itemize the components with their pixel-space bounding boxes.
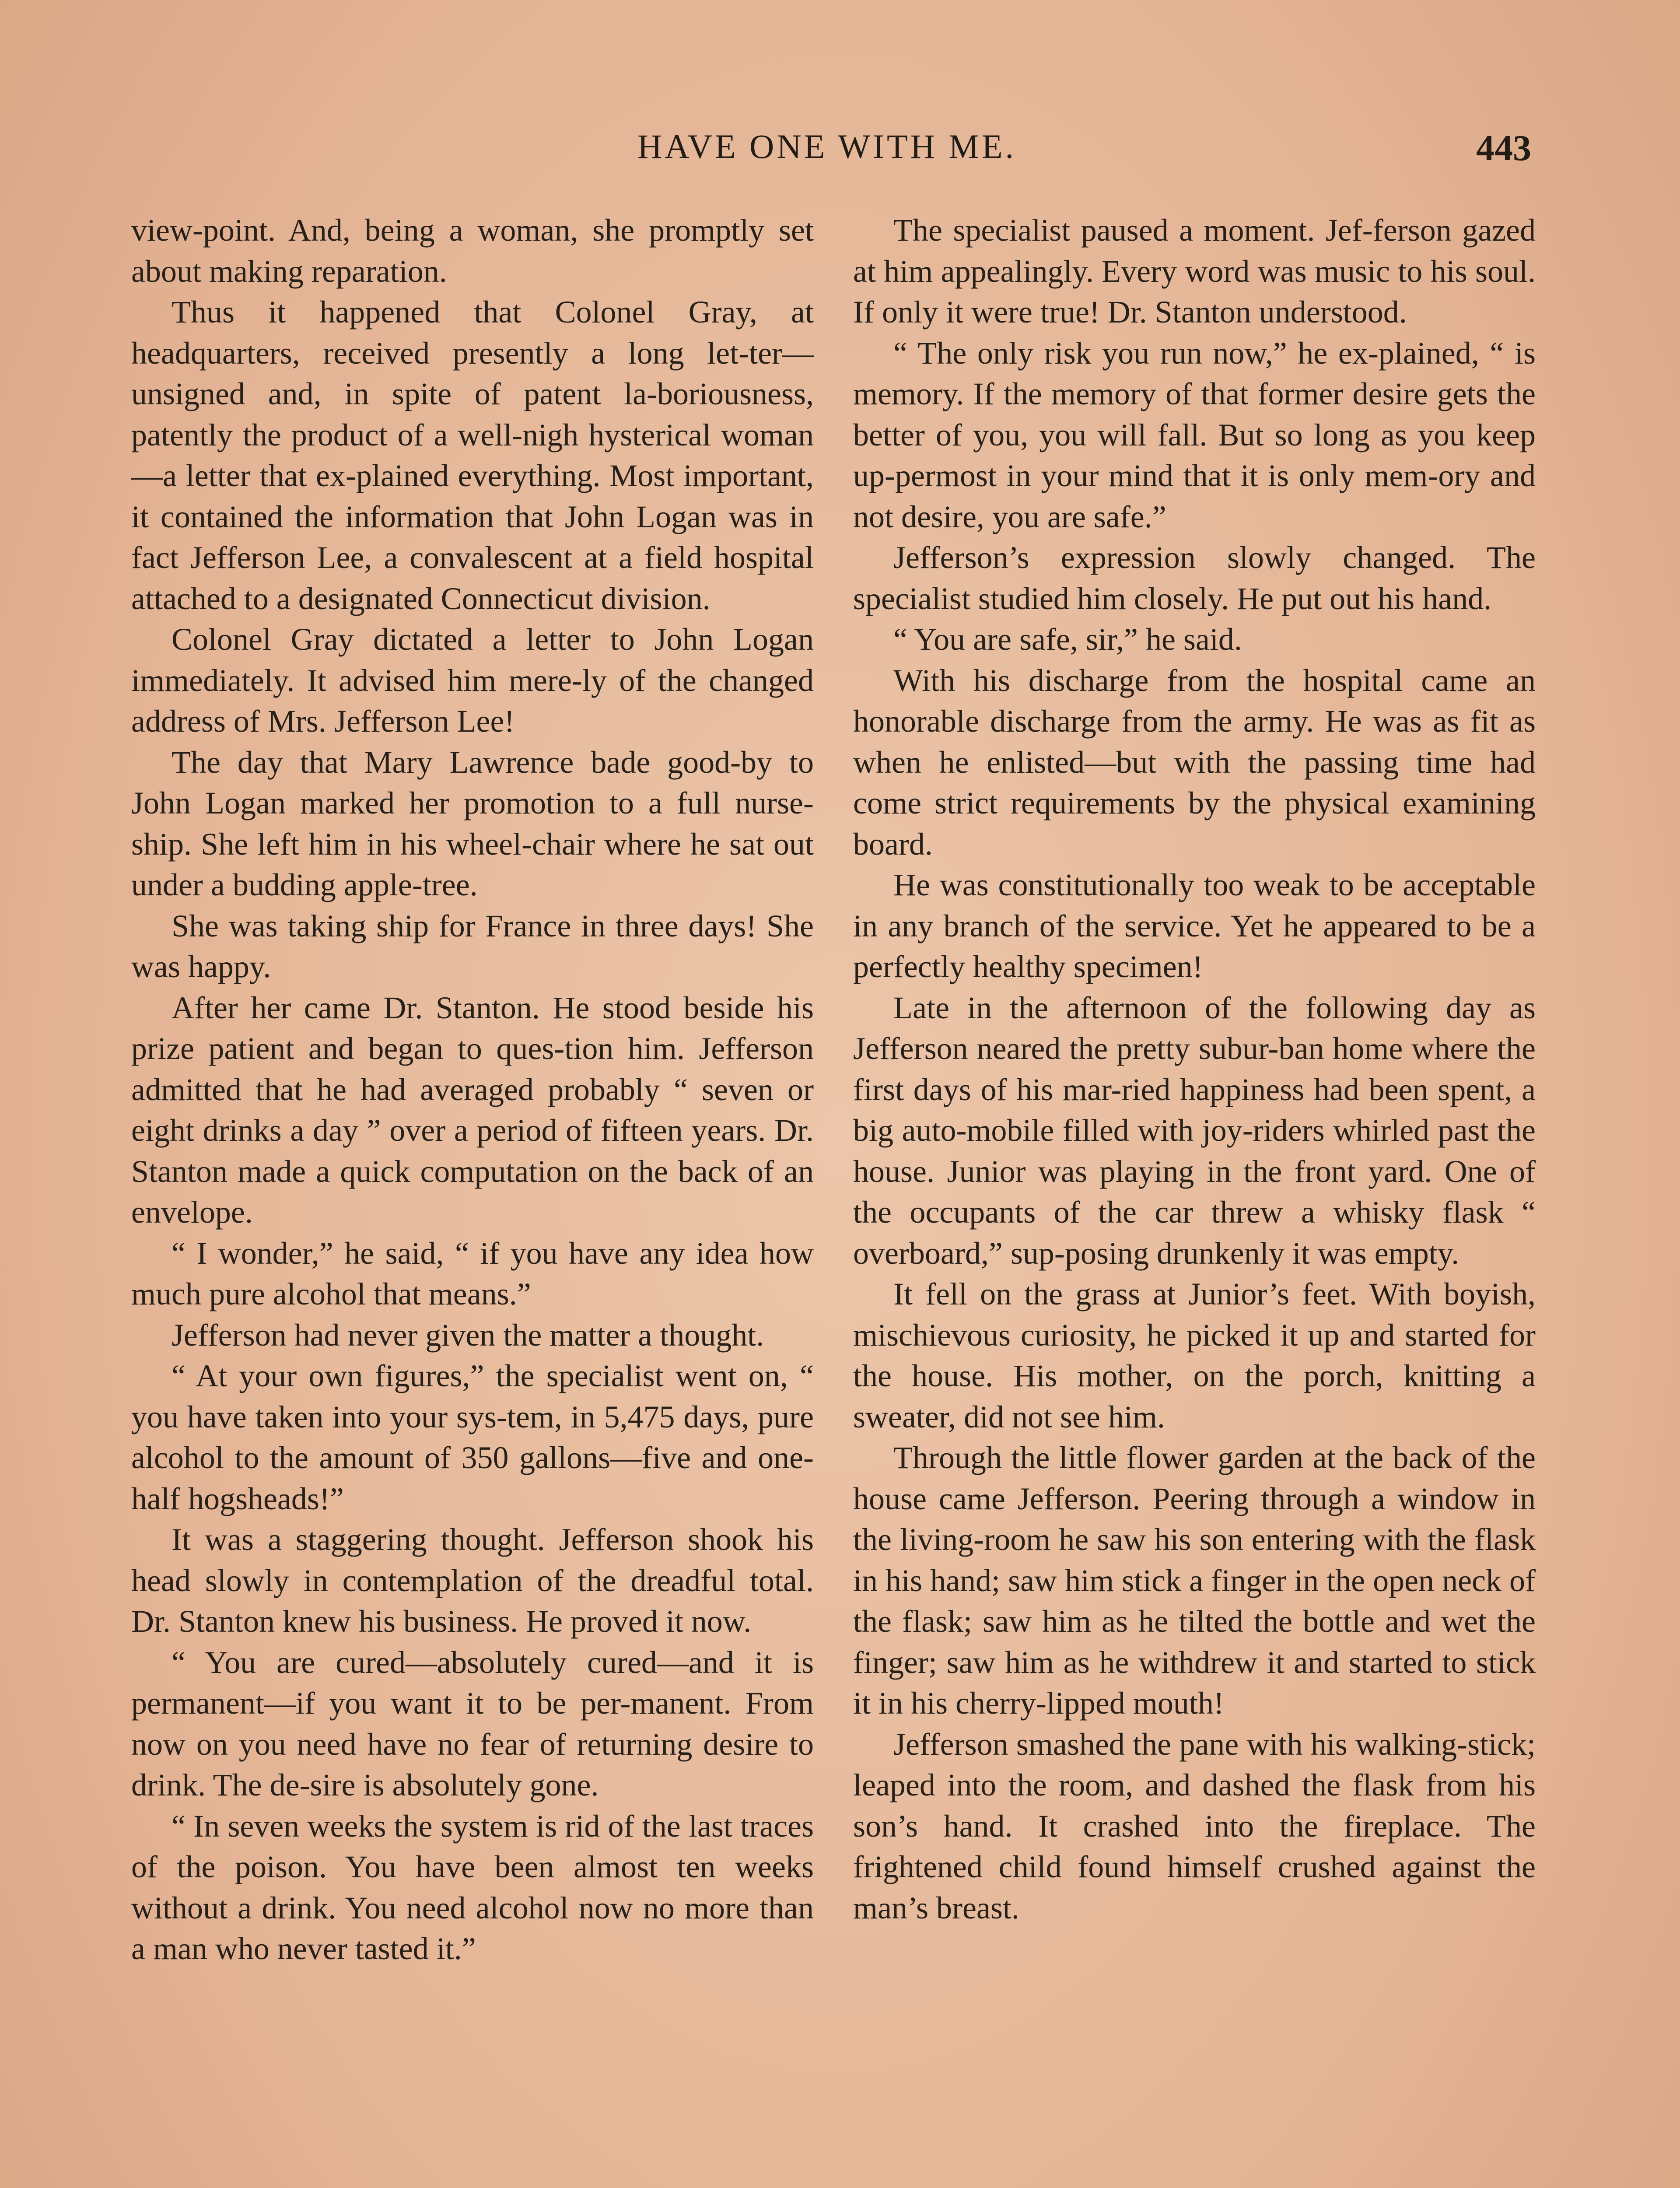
paragraph: “ The only risk you run now,” he ex-plained, “ is memory. If the memory of that former desire gets the better of you, you will fall. But so long as you keep up-permost in your mind that it is only mem-ory and not desire, you are safe.” bbox=[853, 335, 1536, 534]
page-number: 443 bbox=[1476, 128, 1531, 168]
paragraph: Colonel Gray dictated a letter to John Logan immediately. It advised him mere-ly of the changed address of Mrs. Jefferson Lee! bbox=[131, 622, 814, 739]
paragraph: “ You are cured—absolutely cured—and it is permanent—if you want it to be per-manent. From now on you need have no fear of returning desire to drink. The de-sire is absolutely gone. bbox=[131, 1645, 814, 1802]
paragraph: Through the little flower garden at the back of the house came Jefferson. Peering through a window in the living-room he saw his son entering with the flask in his hand; saw him stick a finger in the open neck of the flask; saw him as he tilted the bottle and wet the finger; saw him as he withdrew it and started to stick it in his cherry-lipped mouth! bbox=[853, 1440, 1536, 1721]
paragraph: It fell on the grass at Junior’s feet. With boyish, mischievous curiosity, he picked it up and started for the house. His mother, on the porch, knitting a sweater, did not see him. bbox=[853, 1276, 1536, 1434]
paragraph: Jefferson smashed the pane with his walking-stick; leaped into the room, and dashed the flask from his son’s hand. It crashed into the fireplace. The frightened child found himself crushed against the man’s breast. bbox=[853, 1726, 1536, 1925]
paragraph: “ I wonder,” he said, “ if you have any idea how much pure alcohol that means.” bbox=[131, 1235, 814, 1311]
paragraph: Late in the afternoon of the following day as Jefferson neared the pretty subur-ban home where the first days of his mar-ried happiness had been spent, a big auto-mobile filled with joy-riders whirled past the house. Junior was playing in the front yard. One of the occupants of the car threw a whisky flask “ overboard,” sup-posing drunkenly it was empty. bbox=[853, 990, 1536, 1271]
paragraph: After her came Dr. Stanton. He stood beside his prize patient and began to ques-tion him. Jefferson admitted that he had averaged probably “ seven or eight drinks a day ” over a period of fifteen years. Dr. Stanton made a quick computation on the back of an envelope. bbox=[131, 990, 814, 1230]
paragraph: “ You are safe, sir,” he said. bbox=[893, 622, 1242, 657]
paragraph: Thus it happened that Colonel Gray, at headquarters, received presently a long let-ter—unsigned and, in spite of patent la-boriousness, patently the product of a well-nigh hysterical woman—a letter that ex-plained everything. Most important, it contained the information that John Logan was in fact Jefferson Lee, a convalescent at a field hospital attached to a designated Connecticut division. bbox=[131, 295, 814, 616]
paragraph: The specialist paused a moment. Jef-ferson gazed at him appealingly. Every word was music to his soul. If only it were true! Dr. Stanton understood. bbox=[853, 213, 1536, 330]
left-column bbox=[131, 210, 814, 1970]
paragraph: It was a staggering thought. Jefferson shook his head slowly in contemplation of the dreadful total. Dr. Stanton knew his business. He proved it now. bbox=[131, 1522, 814, 1639]
paragraph: “ In seven weeks the system is rid of the last traces of the poison. You have been almost ten weeks without a drink. You need alcohol now no more than a man who never tasted it.” bbox=[131, 1808, 814, 1966]
paragraph: Jefferson’s expression slowly changed. The specialist studied him closely. He put out his hand. bbox=[853, 540, 1536, 616]
paragraph: She was taking ship for France in three days! She was happy. bbox=[131, 908, 814, 984]
paragraph: view-point. And, being a woman, she promptly set about making reparation. bbox=[131, 213, 814, 289]
paragraph: With his discharge from the hospital came an honorable discharge from the army. He was as fit as when he enlisted—but with the passing time had come strict requirements by the physical examining board. bbox=[853, 663, 1536, 862]
running-head: HAVE ONE WITH ME. bbox=[637, 127, 1017, 165]
paragraph: “ At your own figures,” the specialist went on, “ you have taken into your sys-tem, in 5,475 days, pure alcohol to the amount of 350 gallons—five and one-half hogsheads!” bbox=[131, 1358, 814, 1516]
paragraph: Jefferson had never given the matter a thought. bbox=[172, 1317, 764, 1353]
right-column bbox=[853, 210, 1536, 1929]
paragraph: The day that Mary Lawrence bade good-by to John Logan marked her promotion to a full nurse-ship. She left him in his wheel-chair where he sat out under a budding apple-tree. bbox=[131, 744, 814, 902]
paragraph: He was constitutionally too weak to be acceptable in any branch of the service. Yet he appeared to be a perfectly healthy specimen! bbox=[853, 867, 1536, 984]
